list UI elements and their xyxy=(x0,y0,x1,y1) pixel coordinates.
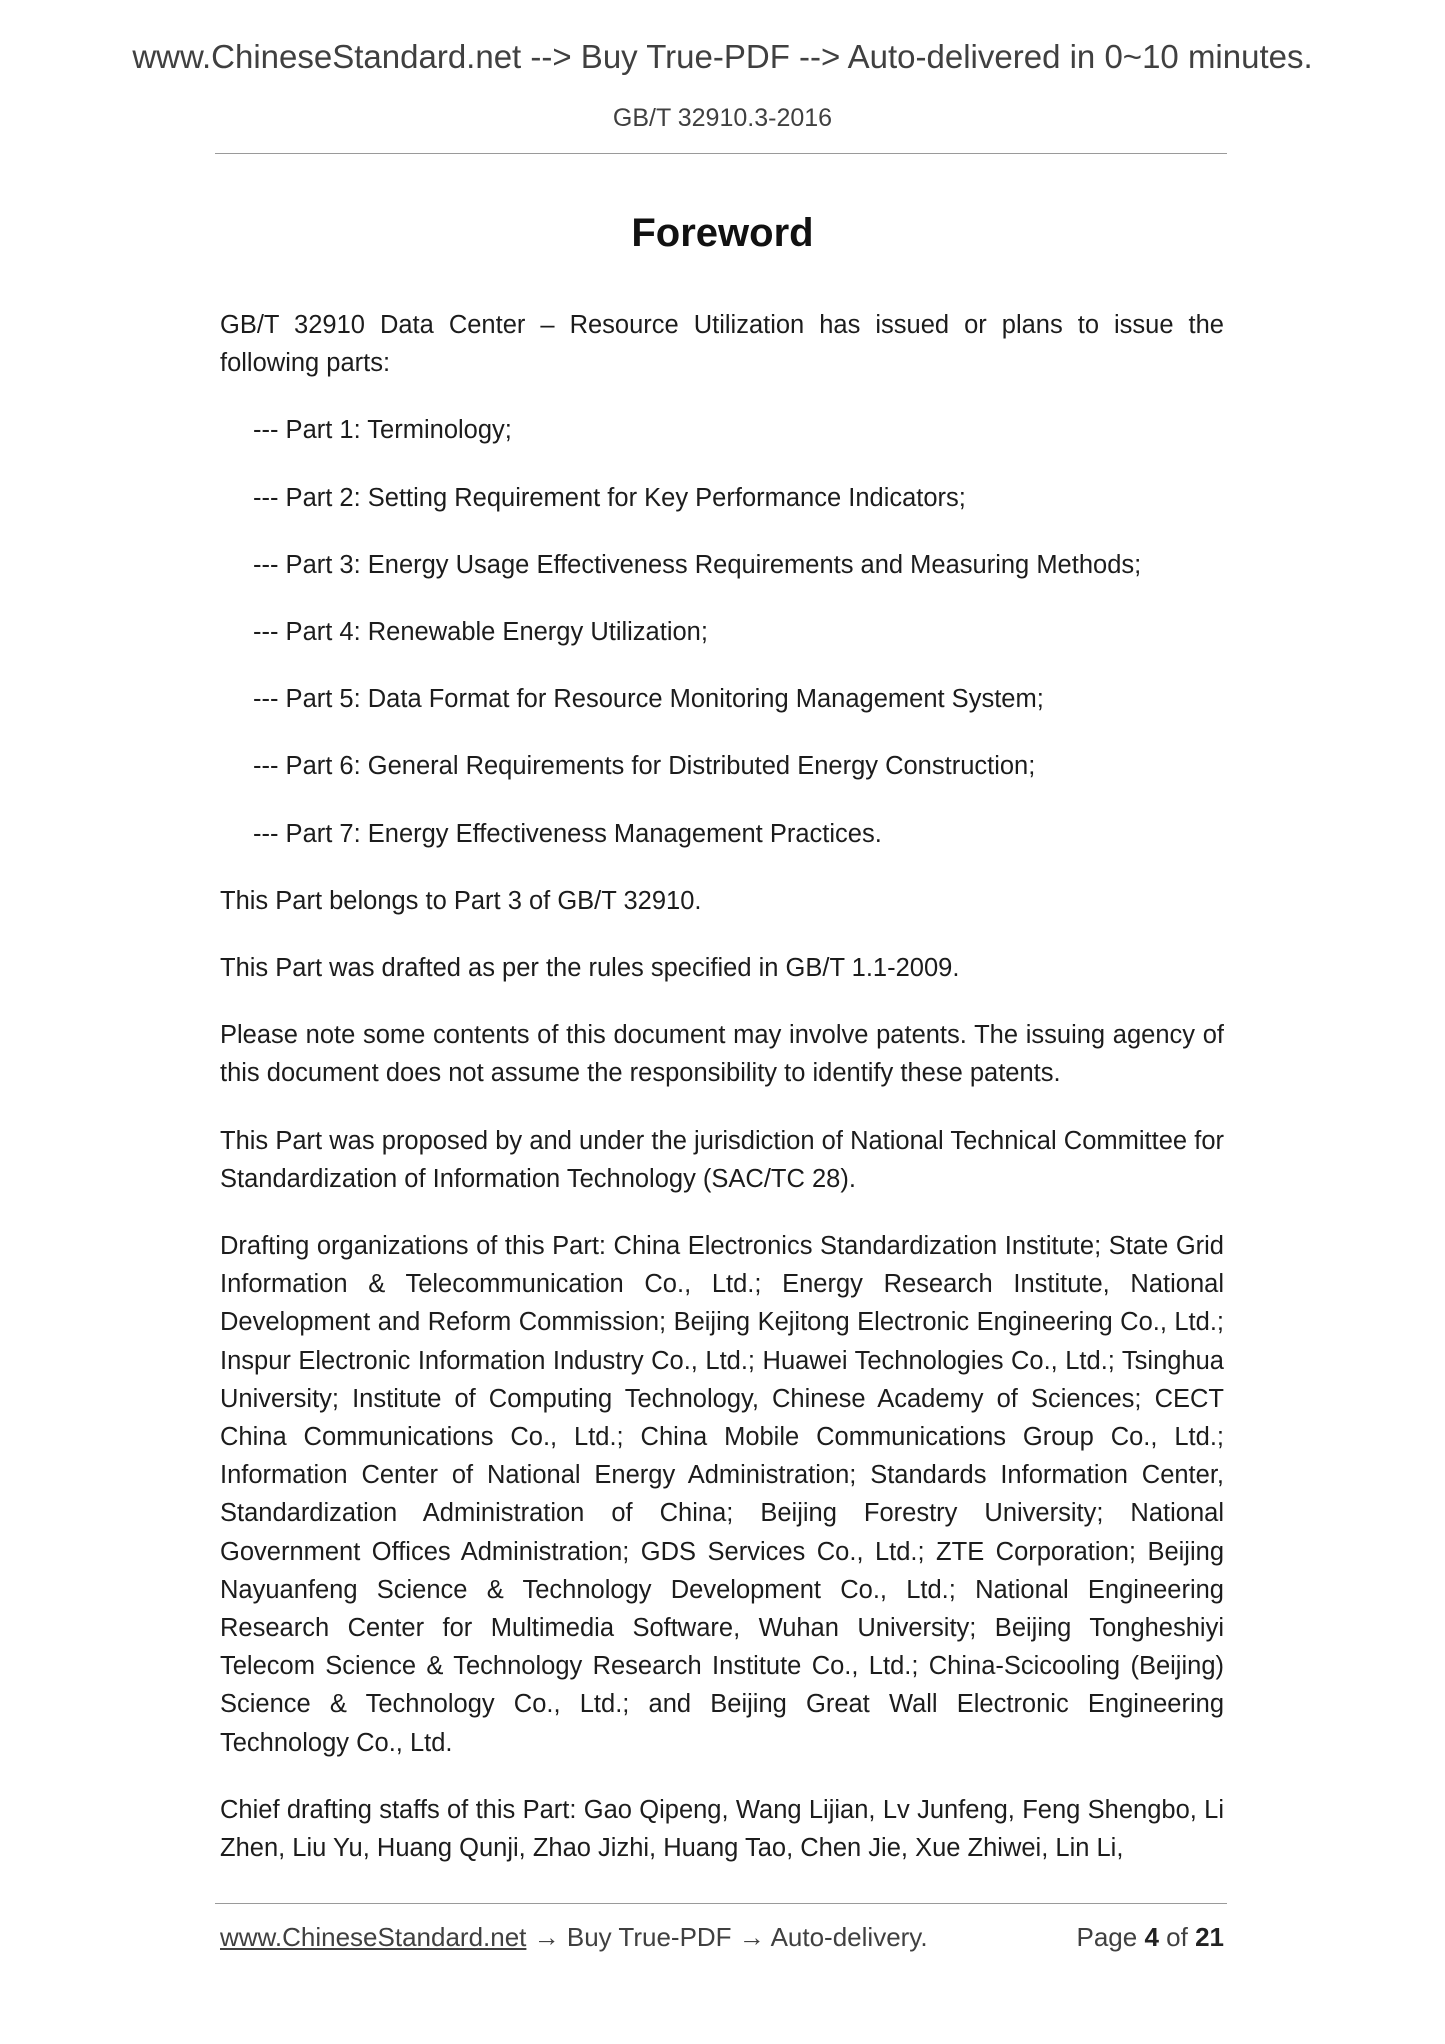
page-indicator xyxy=(1076,1922,1224,1953)
foreword-body xyxy=(220,306,1224,1896)
top-banner: www.ChineseStandard.net --> Buy True-PDF --> Auto-delivered in 0~10 minutes. xyxy=(132,38,1313,75)
page-footer xyxy=(220,1922,1224,1953)
footer-tagline: → Buy True-PDF → Auto-delivery. xyxy=(526,1922,928,1952)
part-list-item: --- Part 5: Data Format for Resource Monitoring Management System; xyxy=(253,685,1044,714)
part-list-item: --- Part 6: General Requirements for Distributed Energy Construction; xyxy=(253,752,1036,781)
page-total: 21 xyxy=(1195,1922,1224,1952)
paragraph-part-belongs: This Part belongs to Part 3 of GB/T 32910. xyxy=(220,886,702,915)
part-list-item: --- Part 2: Setting Requirement for Key Performance Indicators; xyxy=(253,483,966,512)
page-title: Foreword xyxy=(631,211,814,255)
paragraph-patents: Please note some contents of this document may involve patents. The issuing agency of this document does not assume the responsibility to identify these patents. xyxy=(220,1021,1224,1088)
part-list-item: --- Part 3: Energy Usage Effectiveness Requirements and Measuring Methods; xyxy=(253,550,1142,579)
paragraph-chief-drafting-staffs: Chief drafting staffs of this Part: Gao Qipeng, Wang Lijian, Lv Junfeng, Feng Shengbo, Li Zhen, Liu Yu, Huang Qunji, Zhao Jizhi, Huang Tao, Chen Jie, Xue Zhiwei, Lin Li, xyxy=(220,1795,1224,1863)
page-label: Page xyxy=(1076,1922,1138,1952)
page-current: 4 xyxy=(1144,1922,1159,1952)
paragraph-drafting-rules: This Part was drafted as per the rules specified in GB/T 1.1-2009. xyxy=(220,954,960,983)
header-divider xyxy=(215,153,1227,154)
part-list-item: --- Part 1: Terminology; xyxy=(253,416,512,445)
part-list-item: --- Part 7: Energy Effectiveness Management Practices. xyxy=(253,819,882,848)
paragraph-drafting-organizations: Drafting organizations of this Part: China Electronics Standardization Institute; State Grid Information & Telecommunication Co., Ltd.; Energy Research Institute, National Development and Reform Commission; Beijing Kejitong Electronic Engineering Co., Ltd.; Inspur Electronic Information Industry Co., Ltd.; Huawei Technologies Co., Ltd.; Tsinghua University; Institute of Computing Technology, Chinese Academy of Sciences; CECT China Communications Co., Ltd.; China Mobile Communications Group Co., Ltd.; Information Center of National Energy Administration; Standards Information Center, Standardization Administration of China; Beijing Forestry University; National Government Offices Administration; GDS Services Co., Ltd.; ZTE Corporation; Beijing Nayuanfeng Science & Technology Development Co., Ltd.; National Engineering Research Center for Multimedia Software, Wuhan University; Beijing Tongheshiyi Telecom Science & Technology Research Institute Co., Ltd.; China-Scicooling (Beijing) Science & Technology Co., Ltd.; and Beijing Great Wall Electronic Engineering Technology Co., Ltd. xyxy=(220,1232,1224,1757)
footer-site-link[interactable]: www.ChineseStandard.net xyxy=(220,1922,527,1952)
paragraph-proposed-by: This Part was proposed by and under the jurisdiction of National Technical Committee for Standardization of Information Technology (SAC/TC 28). xyxy=(220,1126,1224,1193)
part-list-item: --- Part 4: Renewable Energy Utilization; xyxy=(253,618,708,647)
page-of: of xyxy=(1166,1922,1188,1952)
intro-paragraph: GB/T 32910 Data Center – Resource Utilization has issued or plans to issue the following parts: xyxy=(220,311,1224,378)
standard-code: GB/T 32910.3-2016 xyxy=(612,104,833,132)
footer-divider xyxy=(215,1903,1227,1904)
